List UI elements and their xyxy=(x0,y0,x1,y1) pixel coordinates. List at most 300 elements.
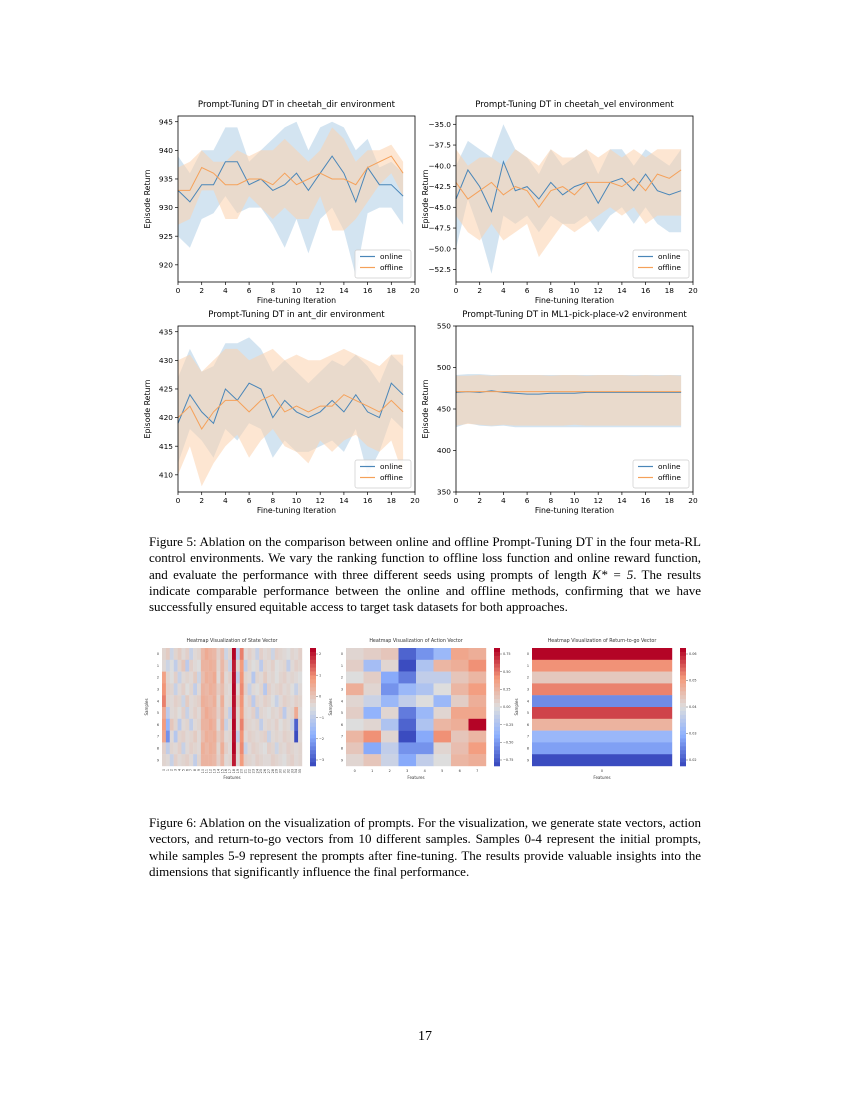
heatmap-cell xyxy=(298,660,302,672)
heatmap-cell xyxy=(298,683,302,695)
heatmap-cell xyxy=(279,683,283,695)
heatmap-cell xyxy=(532,719,672,731)
heatmap-cell xyxy=(185,672,189,684)
heatmap-cell xyxy=(205,731,209,743)
x-tick-label: 0 xyxy=(175,286,181,295)
heatmap-cell xyxy=(166,648,170,660)
heatmap-cell xyxy=(290,695,294,707)
heatmap-cell xyxy=(381,754,399,766)
heatmap-cell xyxy=(298,731,302,743)
heatmap-cell xyxy=(290,648,294,660)
heatmap-cell xyxy=(162,648,166,660)
heatmap-y-tick: 0 xyxy=(156,652,159,657)
y-tick-label: 940 xyxy=(158,145,173,155)
heatmap-cell xyxy=(259,648,263,660)
heatmap-x-tick: 14 xyxy=(216,769,221,774)
heatmap-y-tick: 1 xyxy=(526,663,529,668)
heatmap-cell xyxy=(197,742,201,754)
heatmap-cell xyxy=(275,742,279,754)
heatmap-cell xyxy=(181,660,185,672)
colorbar-tick-label: 0.02 xyxy=(689,758,697,763)
heatmap-cell xyxy=(255,742,259,754)
heatmap-y-tick: 0 xyxy=(340,652,343,657)
heatmap-cell xyxy=(189,754,193,766)
heatmap-title: Heatmap Visualization of Action Vector xyxy=(369,639,463,644)
colorbar-segment xyxy=(494,723,500,727)
heatmap-cell xyxy=(209,731,213,743)
heatmap-cell xyxy=(451,754,469,766)
heatmap-cell xyxy=(364,683,382,695)
colorbar-segment xyxy=(494,648,500,652)
heatmap-cell xyxy=(209,683,213,695)
heatmap-y-tick: 2 xyxy=(340,675,343,680)
heatmap-cell xyxy=(213,683,217,695)
heatmap-cell xyxy=(189,719,193,731)
heatmap-cell xyxy=(364,672,382,684)
heatmap-cell xyxy=(232,707,236,719)
heatmap-cell xyxy=(240,754,244,766)
heatmap-cell xyxy=(275,660,279,672)
x-tick-label: 14 xyxy=(339,496,349,505)
heatmap-cell xyxy=(248,754,252,766)
colorbar-segment xyxy=(494,707,500,711)
heatmap-return-to-go-vector-svg xyxy=(512,634,702,784)
y-tick-label: 945 xyxy=(158,117,173,127)
heatmap-cell xyxy=(189,742,193,754)
heatmap-cell xyxy=(248,742,252,754)
heatmap-x-tick: 19 xyxy=(235,769,240,774)
figure-5-text: Ablation on the comparison between online and offline Prompt-Tuning DT in the four meta-RL control environments. We vary the ranking function to offline loss function and online reward function, and evaluate the performance with three different seeds using prompts of length xyxy=(149,534,701,582)
heatmap-cell xyxy=(434,707,452,719)
heatmap-cell xyxy=(244,672,248,684)
heatmap-cell xyxy=(286,742,290,754)
heatmap-cell xyxy=(240,695,244,707)
heatmap-y-tick: 8 xyxy=(526,746,529,751)
heatmap-cell xyxy=(271,707,275,719)
y-tick-label: −35.0 xyxy=(428,119,451,129)
colorbar-segment xyxy=(494,656,500,660)
heatmap-cell xyxy=(205,719,209,731)
heatmap-cell xyxy=(279,695,283,707)
heatmap-cell xyxy=(193,719,197,731)
heatmap-action-vector xyxy=(326,634,516,784)
colorbar-segment xyxy=(680,672,686,676)
heatmap-cell xyxy=(255,707,259,719)
heatmap-cell xyxy=(185,660,189,672)
heatmap-cell xyxy=(236,731,240,743)
heatmap-cell xyxy=(416,731,434,743)
heatmap-cell xyxy=(216,719,220,731)
heatmap-cell xyxy=(170,695,174,707)
heatmap-y-tick: 2 xyxy=(156,675,159,680)
heatmap-cell xyxy=(174,719,178,731)
heatmap-cell xyxy=(275,731,279,743)
y-tick-label: −37.5 xyxy=(428,140,451,150)
heatmap-cell xyxy=(263,695,267,707)
heatmap-x-tick: 10 xyxy=(200,769,205,774)
heatmap-x-tick: 6 xyxy=(185,769,190,772)
heatmap-x-tick: 1 xyxy=(371,769,374,773)
heatmap-y-label: Samples xyxy=(514,698,519,716)
colorbar-segment xyxy=(310,742,316,746)
heatmap-cell xyxy=(178,660,182,672)
heatmap-x-tick: 21 xyxy=(243,769,248,774)
y-tick-label: 430 xyxy=(158,355,173,365)
heatmap-cell xyxy=(185,742,189,754)
heatmap-x-tick: 32 xyxy=(286,769,291,774)
heatmap-cell xyxy=(451,683,469,695)
heatmap-cell xyxy=(259,695,263,707)
heatmap-cell xyxy=(279,742,283,754)
heatmap-y-tick: 3 xyxy=(340,687,343,692)
heatmap-cell xyxy=(220,695,224,707)
heatmap-cell xyxy=(267,731,271,743)
heatmap-cell xyxy=(364,731,382,743)
heatmap-cell xyxy=(197,648,201,660)
colorbar-segment xyxy=(680,687,686,691)
x-tick-label: 18 xyxy=(386,286,397,295)
x-tick-label: 6 xyxy=(246,496,252,505)
heatmap-cell xyxy=(224,672,228,684)
colorbar-segment xyxy=(494,750,500,754)
colorbar-segment xyxy=(494,727,500,731)
heatmap-cell xyxy=(286,719,290,731)
heatmap-cell xyxy=(213,648,217,660)
heatmap-cell xyxy=(216,672,220,684)
x-tick-label: 20 xyxy=(688,496,698,505)
x-tick-label: 4 xyxy=(223,496,228,505)
heatmap-cell xyxy=(271,648,275,660)
heatmap-cell xyxy=(275,695,279,707)
heatmap-cell xyxy=(224,683,228,695)
heatmap-cell xyxy=(267,648,271,660)
heatmap-cell xyxy=(381,719,399,731)
colorbar-segment xyxy=(494,711,500,715)
heatmap-cell xyxy=(181,754,185,766)
heatmap-cell xyxy=(178,672,182,684)
heatmap-cell xyxy=(416,719,434,731)
heatmap-x-label: Features xyxy=(223,775,241,780)
heatmap-x-tick: 1 xyxy=(165,769,170,772)
heatmap-x-tick: 16 xyxy=(224,769,229,774)
heatmap-cell xyxy=(232,695,236,707)
heatmap-y-tick: 9 xyxy=(156,758,159,763)
heatmap-cell xyxy=(244,754,248,766)
heatmap-cell xyxy=(286,660,290,672)
heatmap-cell xyxy=(240,648,244,660)
heatmap-cell xyxy=(236,719,240,731)
heatmap-cell xyxy=(381,742,399,754)
heatmap-cell xyxy=(416,742,434,754)
colorbar-segment xyxy=(494,731,500,735)
heatmap-cell xyxy=(236,695,240,707)
heatmap-cell xyxy=(189,707,193,719)
heatmap-x-tick: 12 xyxy=(208,769,213,774)
heatmap-cell xyxy=(532,672,672,684)
heatmap-x-tick: 17 xyxy=(228,769,233,774)
y-tick-label: −52.5 xyxy=(428,265,451,275)
heatmap-cell xyxy=(259,731,263,743)
heatmap-cell xyxy=(251,683,255,695)
x-tick-label: 2 xyxy=(199,496,205,505)
heatmap-cell xyxy=(240,683,244,695)
heatmap-cell xyxy=(290,672,294,684)
heatmap-cell xyxy=(283,742,287,754)
heatmap-cell xyxy=(170,660,174,672)
colorbar-tick-label: 0 xyxy=(319,694,322,699)
heatmap-cell xyxy=(213,672,217,684)
y-tick-label: 400 xyxy=(436,446,451,456)
heatmap-y-tick: 5 xyxy=(526,711,529,716)
colorbar-segment xyxy=(310,750,316,754)
heatmap-cell xyxy=(248,648,252,660)
chart-title: Prompt-Tuning DT in ML1-pick-place-v2 environment xyxy=(462,310,687,320)
colorbar-tick-label: 0.75 xyxy=(503,652,511,657)
heatmap-cell xyxy=(294,731,298,743)
colorbar-segment xyxy=(494,738,500,742)
heatmap-x-tick: 13 xyxy=(212,769,217,774)
heatmap-cell xyxy=(251,648,255,660)
figure-5-caption xyxy=(149,534,701,615)
x-tick-label: 18 xyxy=(664,496,675,505)
y-tick-label: 425 xyxy=(158,384,173,394)
colorbar-segment xyxy=(494,715,500,719)
legend-label-offline: offline xyxy=(380,473,403,482)
colorbar-segment xyxy=(680,731,686,735)
legend-label-offline: offline xyxy=(658,473,681,482)
heatmap-cell xyxy=(240,742,244,754)
heatmap-cell xyxy=(416,672,434,684)
y-tick-label: −40.0 xyxy=(428,161,451,171)
heatmap-cell xyxy=(162,707,166,719)
heatmap-y-tick: 9 xyxy=(526,758,529,763)
heatmap-cell xyxy=(174,648,178,660)
heatmap-cell xyxy=(381,648,399,660)
heatmap-cell xyxy=(224,754,228,766)
heatmap-cell xyxy=(416,660,434,672)
heatmap-cell xyxy=(275,707,279,719)
colorbar-segment xyxy=(310,683,316,687)
heatmap-cell xyxy=(224,742,228,754)
heatmap-cell xyxy=(197,660,201,672)
heatmap-cell xyxy=(399,672,417,684)
heatmap-cell xyxy=(185,719,189,731)
heatmap-cell xyxy=(224,648,228,660)
heatmap-cell xyxy=(290,683,294,695)
heatmap-cell xyxy=(228,707,232,719)
heatmap-cell xyxy=(434,660,452,672)
heatmap-return-to-go-vector xyxy=(512,634,702,784)
heatmap-cell xyxy=(216,660,220,672)
heatmap-cell xyxy=(232,731,236,743)
heatmap-cell xyxy=(290,660,294,672)
colorbar-segment xyxy=(310,707,316,711)
y-axis-label: Episode Return xyxy=(421,379,430,439)
heatmap-cell xyxy=(205,683,209,695)
heatmap-cell xyxy=(162,754,166,766)
heatmap-cell xyxy=(178,683,182,695)
heatmap-action-vector-svg xyxy=(326,634,516,784)
x-tick-label: 14 xyxy=(617,286,627,295)
heatmap-cell xyxy=(197,695,201,707)
colorbar-segment xyxy=(310,664,316,668)
heatmap-cell xyxy=(181,695,185,707)
heatmap-cell xyxy=(298,695,302,707)
colorbar-segment xyxy=(310,676,316,680)
colorbar-segment xyxy=(680,656,686,660)
y-axis-label: Episode Return xyxy=(421,169,430,229)
heatmap-cell xyxy=(170,742,174,754)
heatmap-cell xyxy=(236,660,240,672)
heatmap-cell xyxy=(469,660,487,672)
heatmap-cell xyxy=(220,648,224,660)
heatmap-cell xyxy=(209,719,213,731)
colorbar-segment xyxy=(310,735,316,739)
heatmap-cell xyxy=(236,683,240,695)
colorbar-segment xyxy=(494,695,500,699)
colorbar-segment xyxy=(680,652,686,656)
x-tick-label: 20 xyxy=(688,286,698,295)
heatmap-cell xyxy=(298,672,302,684)
heatmap-cell xyxy=(240,719,244,731)
heatmap-cell xyxy=(469,742,487,754)
heatmap-cell xyxy=(209,660,213,672)
heatmap-cell xyxy=(290,754,294,766)
heatmap-y-tick: 4 xyxy=(340,699,343,704)
colorbar-segment xyxy=(494,691,500,695)
heatmap-cell xyxy=(193,660,197,672)
heatmap-cell xyxy=(197,683,201,695)
heatmap-cell xyxy=(189,660,193,672)
heatmap-cell xyxy=(416,683,434,695)
heatmap-x-label: Features xyxy=(407,775,425,780)
heatmap-cell xyxy=(178,731,182,743)
heatmap-cell xyxy=(451,719,469,731)
colorbar-segment xyxy=(680,723,686,727)
heatmap-cell xyxy=(364,695,382,707)
heatmap-cell xyxy=(185,754,189,766)
x-tick-label: 6 xyxy=(524,286,530,295)
heatmap-cell xyxy=(178,695,182,707)
heatmap-cell xyxy=(216,648,220,660)
heatmap-cell xyxy=(162,742,166,754)
heatmap-cell xyxy=(248,731,252,743)
heatmap-x-tick: 31 xyxy=(282,769,287,774)
heatmap-x-tick: 5 xyxy=(181,769,186,772)
colorbar-segment xyxy=(680,762,686,766)
colorbar-segment xyxy=(494,668,500,672)
x-tick-label: 0 xyxy=(453,286,459,295)
colorbar-segment xyxy=(310,738,316,742)
heatmap-cell xyxy=(185,731,189,743)
heatmap-x-tick: 25 xyxy=(259,769,264,774)
heatmap-cell xyxy=(193,672,197,684)
heatmap-x-tick: 2 xyxy=(169,769,174,772)
heatmap-x-tick: 24 xyxy=(255,769,260,774)
heatmap-cell xyxy=(232,672,236,684)
heatmap-cell xyxy=(532,695,672,707)
heatmap-cell xyxy=(213,707,217,719)
heatmap-cell xyxy=(174,754,178,766)
colorbar-segment xyxy=(494,735,500,739)
chart-cheetah-vel-svg xyxy=(418,96,703,305)
x-tick-label: 4 xyxy=(501,496,506,505)
heatmap-x-tick: 34 xyxy=(294,769,299,774)
heatmap-x-tick: 11 xyxy=(204,769,209,774)
heatmap-cell xyxy=(251,742,255,754)
x-tick-label: 18 xyxy=(664,286,675,295)
heatmap-cell xyxy=(255,660,259,672)
colorbar-tick-label: 0.06 xyxy=(689,652,697,657)
heatmap-cell xyxy=(236,754,240,766)
heatmap-cell xyxy=(532,731,672,743)
heatmap-cell xyxy=(381,672,399,684)
heatmap-state-vector-svg xyxy=(142,634,332,784)
x-tick-label: 16 xyxy=(362,496,373,505)
heatmap-cell xyxy=(259,742,263,754)
heatmap-cell xyxy=(244,742,248,754)
heatmap-cell xyxy=(185,648,189,660)
heatmap-cell xyxy=(162,683,166,695)
heatmap-cell xyxy=(298,707,302,719)
heatmap-cell xyxy=(197,707,201,719)
heatmap-cell xyxy=(232,683,236,695)
heatmap-cell xyxy=(216,707,220,719)
heatmap-cell xyxy=(209,742,213,754)
heatmap-cell xyxy=(224,695,228,707)
heatmap-cell xyxy=(271,695,275,707)
heatmap-cell xyxy=(178,742,182,754)
heatmap-cell xyxy=(236,648,240,660)
heatmap-cell xyxy=(263,660,267,672)
y-tick-label: 500 xyxy=(436,363,451,373)
heatmap-cell xyxy=(294,719,298,731)
heatmap-cell xyxy=(294,683,298,695)
heatmap-cell xyxy=(399,683,417,695)
heatmap-x-tick: 29 xyxy=(274,769,279,774)
heatmap-cell xyxy=(298,719,302,731)
heatmap-cell xyxy=(255,672,259,684)
heatmap-cell xyxy=(298,742,302,754)
heatmap-cell xyxy=(244,707,248,719)
colorbar-segment xyxy=(680,691,686,695)
heatmap-cell xyxy=(197,672,201,684)
heatmap-cell xyxy=(451,660,469,672)
heatmap-y-tick: 0 xyxy=(526,652,529,657)
heatmap-cell xyxy=(213,754,217,766)
colorbar-segment xyxy=(310,672,316,676)
heatmap-cell xyxy=(416,754,434,766)
heatmap-cell xyxy=(224,660,228,672)
heatmap-cell xyxy=(469,707,487,719)
heatmap-cell xyxy=(232,648,236,660)
heatmap-cell xyxy=(193,731,197,743)
colorbar-segment xyxy=(310,695,316,699)
colorbar-segment xyxy=(494,742,500,746)
heatmap-cell xyxy=(213,731,217,743)
heatmap-cell xyxy=(209,695,213,707)
heatmap-cell xyxy=(178,707,182,719)
heatmap-cell xyxy=(364,648,382,660)
x-tick-label: 20 xyxy=(410,496,420,505)
chart-cheetah-vel xyxy=(418,96,703,305)
heatmap-cell xyxy=(263,683,267,695)
colorbar-tick-label: 0.00 xyxy=(503,705,511,710)
heatmap-x-tick: 4 xyxy=(177,769,182,772)
colorbar-tick-label: 0.25 xyxy=(503,687,511,692)
heatmap-x-tick: 6 xyxy=(458,769,461,773)
colorbar-tick-label: 0.04 xyxy=(689,705,697,710)
